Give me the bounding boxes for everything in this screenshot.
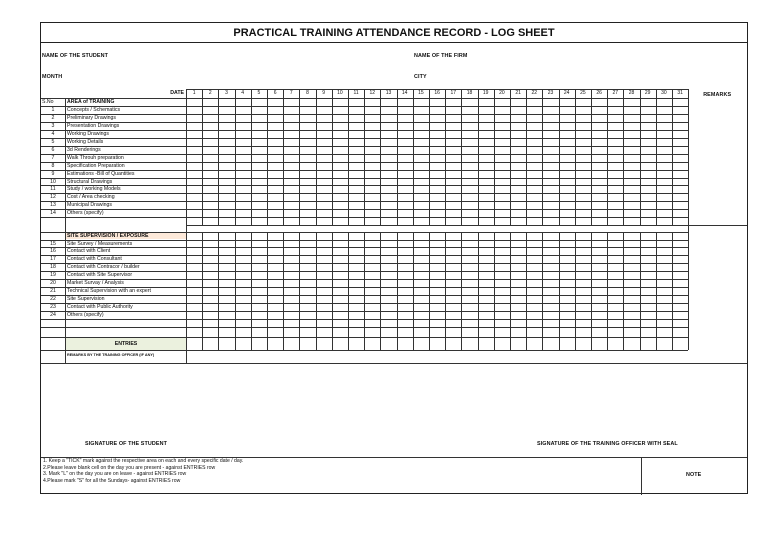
day-number: 22 xyxy=(531,90,538,96)
note-line: 2.Please leave blank cell on the day you are present - against ENTRIES row xyxy=(43,464,216,471)
day-number: 3 xyxy=(225,90,228,96)
day-number: 20 xyxy=(499,90,505,96)
day-number: 30 xyxy=(661,90,667,96)
day-number: 6 xyxy=(273,90,277,96)
row-number: 5 xyxy=(51,138,55,145)
training-area: Contact with Client xyxy=(67,248,111,255)
row-number: 7 xyxy=(51,154,55,161)
firm-name-label: NAME OF THE FIRM xyxy=(414,53,468,59)
training-area: 3d Renderings xyxy=(67,146,101,153)
training-area: Contact with Site Supervisor xyxy=(67,272,133,279)
training-area: Site Supervision xyxy=(67,296,105,303)
day-number: 1 xyxy=(192,90,196,96)
row-number: 9 xyxy=(51,170,55,177)
month-label: MONTH xyxy=(42,74,63,80)
remarks-header: REMARKS xyxy=(703,92,732,98)
day-number: 12 xyxy=(369,90,376,96)
row-number: 13 xyxy=(50,202,56,209)
day-number: 4 xyxy=(241,90,245,96)
row-number: 12 xyxy=(50,194,56,201)
training-area: Market Survay / Analysis xyxy=(67,280,124,287)
day-number: 7 xyxy=(289,90,293,96)
day-number: 16 xyxy=(434,90,440,96)
training-area: Working Details xyxy=(67,138,104,145)
training-area: Site Survey / Measurements xyxy=(67,240,133,247)
note-line: 3. Mark "L" on the day you are on leave - against ENTRIES row xyxy=(43,471,187,477)
day-number: 24 xyxy=(563,90,570,96)
day-number: 11 xyxy=(353,90,359,96)
row-number: 19 xyxy=(50,272,56,279)
entries-label: ENTRIES xyxy=(66,338,186,351)
training-area: Contact with Consultant xyxy=(67,256,122,263)
day-number: 5 xyxy=(257,90,261,96)
training-area: Study / working Models xyxy=(67,186,121,193)
day-number: 19 xyxy=(482,90,489,96)
day-number: 15 xyxy=(418,90,424,96)
row-number: 20 xyxy=(50,280,56,287)
row-number: 2 xyxy=(51,114,55,121)
note-line: 1. Keep a "TICK" mark against the respective area on each and every specific date / day. xyxy=(43,458,244,464)
city-label: CITY xyxy=(414,74,427,80)
day-number: 28 xyxy=(628,90,635,96)
row-number: 23 xyxy=(50,304,56,311)
training-area: Specification Preparation xyxy=(67,162,125,169)
day-number: 18 xyxy=(466,90,473,96)
officer-signature-label: SIGNATURE OF THE TRAINING OFFICER WITH SEAL xyxy=(537,441,678,447)
training-area: Municipal Drawings xyxy=(67,202,112,209)
day-number: 14 xyxy=(401,90,408,96)
training-area: Others (specify) xyxy=(67,210,104,217)
training-area: Estimations -Bill of Quantities xyxy=(67,170,135,177)
student-name-label: NAME OF THE STUDENT xyxy=(42,53,108,59)
day-number: 26 xyxy=(596,90,602,96)
day-number: 9 xyxy=(322,90,326,96)
row-number: 16 xyxy=(50,248,56,255)
training-area: Technical Supervision with an expert xyxy=(67,288,151,295)
training-area: Contact with Contracor / builder xyxy=(67,264,140,271)
training-area: Concepts / Schematics xyxy=(67,106,121,113)
day-number: 23 xyxy=(547,90,554,96)
training-area: Preliminary Drawings xyxy=(67,114,117,121)
row-number: 22 xyxy=(50,296,56,303)
row-number: 4 xyxy=(51,130,55,137)
row-number: 6 xyxy=(51,146,55,153)
day-number: 17 xyxy=(450,90,457,96)
sno-header: S.No xyxy=(42,99,54,105)
day-number: 29 xyxy=(644,90,651,96)
day-number: 2 xyxy=(208,90,212,96)
row-number: 18 xyxy=(50,264,56,271)
row-number: 15 xyxy=(50,240,56,247)
officer-remarks-label: REMARKS BY THE TRAINING OFFICER (IF ANY) xyxy=(67,353,155,357)
note-label: NOTE xyxy=(686,472,702,478)
training-area: Working Drawings xyxy=(67,130,109,137)
row-number: 3 xyxy=(51,122,55,129)
day-number: 8 xyxy=(306,90,309,96)
area-header: AREA of TRAINING xyxy=(67,99,115,105)
row-number: 17 xyxy=(50,256,56,263)
log-sheet xyxy=(40,22,748,494)
day-number: 27 xyxy=(612,90,619,96)
training-area: Others (specify) xyxy=(67,312,104,319)
training-area: Cost / Area checking xyxy=(67,194,115,201)
row-number: 24 xyxy=(50,312,56,319)
row-number: 8 xyxy=(51,162,55,169)
site-section-header: SITE SUPERVISION / EXPOSURE xyxy=(66,233,186,240)
date-label: DATE xyxy=(170,90,184,96)
day-number: 21 xyxy=(515,90,521,96)
row-number: 1 xyxy=(51,106,55,113)
day-number: 31 xyxy=(677,90,683,96)
row-number: 10 xyxy=(50,178,56,185)
row-number: 21 xyxy=(50,288,56,295)
training-area: Contact with Public Authority xyxy=(67,304,133,311)
day-number: 25 xyxy=(580,90,586,96)
row-number: 11 xyxy=(50,186,56,193)
note-line: 4.Please mark "S" for all the Sundays- against ENTRIES row xyxy=(43,477,181,484)
training-area: Walk Throuh preparation xyxy=(67,154,124,161)
day-number: 13 xyxy=(385,90,392,96)
training-area: Structural Drawings xyxy=(67,178,113,185)
sheet-title: PRACTICAL TRAINING ATTENDANCE RECORD - LOG SHEET xyxy=(41,23,747,43)
day-number: 10 xyxy=(337,90,343,96)
student-signature-label: SIGNATURE OF THE STUDENT xyxy=(85,441,167,447)
row-number: 14 xyxy=(50,210,56,217)
training-area: Presentation Drawings xyxy=(67,122,120,129)
